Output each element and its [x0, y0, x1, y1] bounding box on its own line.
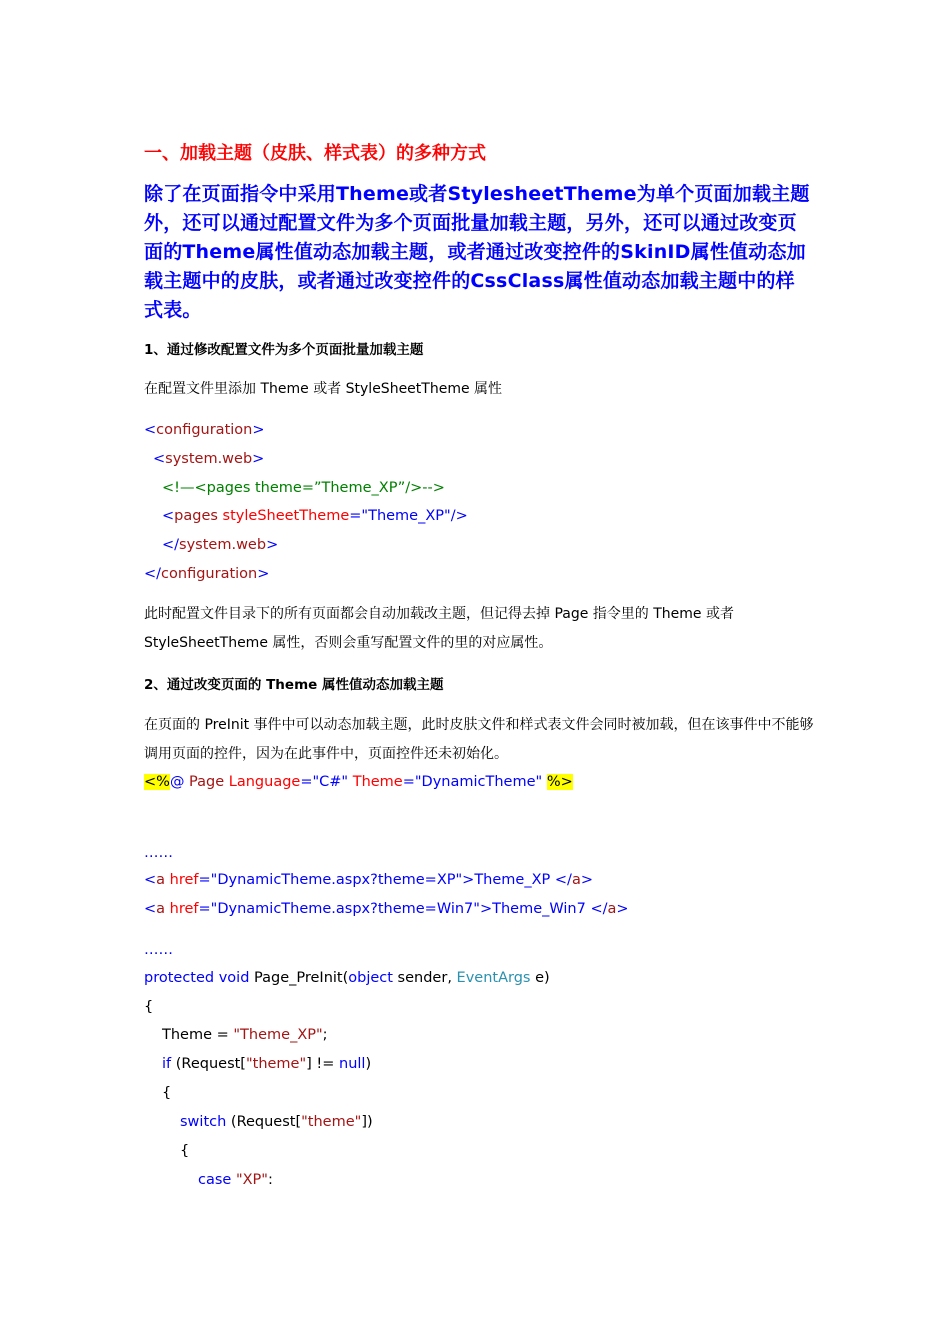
- code-line-configuration-close: </configuration>: [144, 566, 270, 582]
- code-ellipsis-1: ……: [144, 845, 173, 861]
- code-line-theme-assign: Theme = "Theme_XP";: [162, 1027, 328, 1043]
- code-line-switch: switch (Request["theme"]): [180, 1114, 373, 1130]
- code-line-method-signature: protected void Page_PreInit(object sender, EventArgs e): [144, 970, 550, 986]
- code-line-comment: <!—<pages theme=”Theme_XP”/>-->: [162, 480, 445, 496]
- code-line-link-xp: <a href="DynamicTheme.aspx?theme=XP">Theme_XP </a>: [144, 872, 593, 888]
- section-2-title: 2、通过改变页面的 Theme 属性值动态加载主题: [144, 677, 444, 693]
- section-1-note: 此时配置文件目录下的所有页面都会自动加载改主题，但记得去掉 Page 指令里的 Theme 或者 StyleSheetTheme 属性，否则会重写配置文件的里的对应属性。: [144, 606, 734, 651]
- section-1-desc: 在配置文件里添加 Theme 或者 StyleSheetTheme 属性: [144, 381, 503, 397]
- code-line-configuration-open: <configuration>: [144, 422, 265, 438]
- heading-1: 一、加载主题（皮肤、样式表）的多种方式: [144, 143, 486, 164]
- code-line-brace-3: {: [180, 1143, 190, 1159]
- code-line-link-win7: <a href="DynamicTheme.aspx?theme=Win7">Theme_Win7 </a>: [144, 901, 629, 917]
- section-2-desc: 在页面的 PreInit 事件中可以动态加载主题，此时皮肤文件和样式表文件会同时被加载，但在该事件中不能够调用页面的控件，因为在此事件中，页面控件还未初始化。: [144, 717, 814, 762]
- code-line-systemweb-open: <system.web>: [153, 451, 265, 467]
- code-line-if: if (Request["theme"] != null): [162, 1056, 372, 1072]
- code-line-pages: <pages styleSheetTheme="Theme_XP"/>: [162, 508, 468, 524]
- code-line-directive: <%@ Page Language="C#" Theme="DynamicTheme" %>: [144, 774, 573, 790]
- code-line-brace-2: {: [162, 1085, 172, 1101]
- code-line-case-xp: case "XP":: [198, 1172, 273, 1188]
- section-1-title: 1、通过修改配置文件为多个页面批量加载主题: [144, 342, 424, 358]
- code-ellipsis-2: ……: [144, 942, 173, 958]
- code-line-brace-1: {: [144, 999, 154, 1015]
- intro-paragraph: 除了在页面指令中采用Theme或者StylesheetTheme为单个页面加载主题外，还可以通过配置文件为多个页面批量加载主题，另外，还可以通过改变页面的Theme属性值动态加载主题，或者通过改变控件的SkinID属性值动态加载主题中的皮肤，或者通过改变控件的CssClass属性值动态加载主题中的样式表。: [144, 183, 810, 321]
- code-line-systemweb-close: </system.web>: [162, 537, 279, 553]
